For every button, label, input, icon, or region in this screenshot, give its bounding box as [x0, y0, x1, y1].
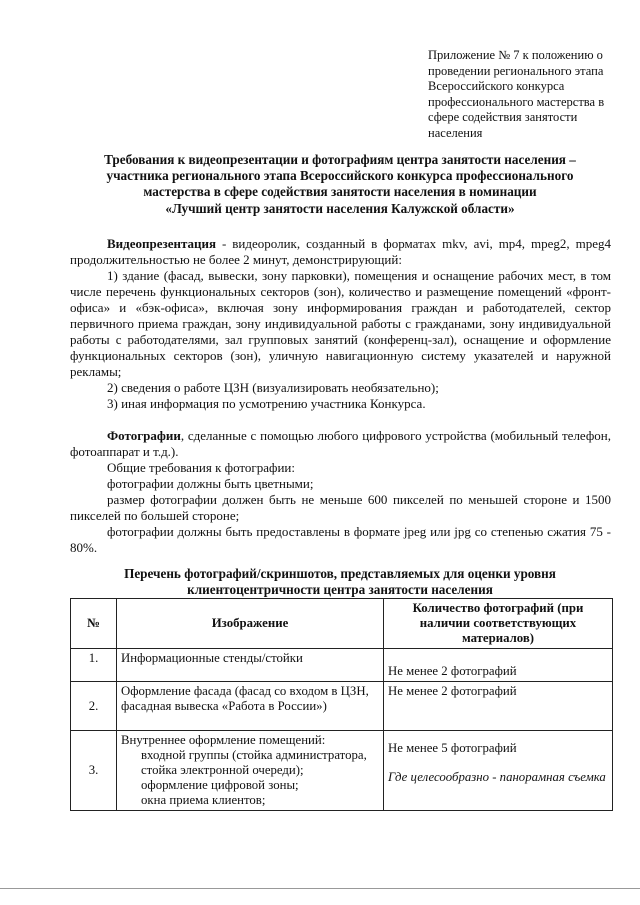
title-line: «Лучший центр занятости населения Калужской области» [165, 200, 515, 216]
page-bottom-divider [0, 888, 640, 889]
video-intro-paragraph [70, 236, 611, 268]
appendix-line: Приложение № 7 к положению о [428, 48, 603, 62]
photos-req-2: размер фотографии должен быть не меньше 600 пикселей по меньшей стороне и 1500 пикселей по большей стороне; [70, 492, 611, 523]
video-term: Видеопрезентация [107, 236, 217, 251]
header-number: № [71, 599, 117, 649]
appendix-line: проведении регионального этапа [428, 63, 604, 78]
table-title-line: Перечень фотографий/скриншотов, представляемых для оценки уровня [124, 566, 556, 581]
row-number: 2. [71, 682, 117, 731]
row-subitem: окна приема клиентов; [141, 793, 266, 807]
table-row [71, 649, 613, 682]
row-image [117, 731, 384, 811]
table-title [70, 566, 610, 598]
photos-general: Общие требования к фотографии: [107, 460, 295, 475]
title-line: мастерства в сфере содействия занятости населения в номинации [143, 184, 537, 200]
row-subitem: входной группы (стойка администратора, стойка электронной очереди); [141, 748, 367, 777]
table-header-row [71, 599, 613, 649]
video-item-3: 3) иная информация по усмотрению участника Конкурса. [107, 396, 426, 411]
table-row [71, 682, 613, 731]
video-item-1: 1) здание (фасад, вывески, зону парковки), помещения и оснащение рабочих мест, в том числе перечень функциональных секторов (зон), количество и размещение помещений «фронт-офиса» и «бэк-офиса», включая зону информирования граждан и работодателей, сектор первичного приема граждан, зону индивидуальной работы с гражданами, зону индивидуальной работы с работодателями, зал групповых занятий (конференц-зал), оснащение и оформление функциональных секторов (зон), уличную навигационную систему указателей и наружной рекламы; [70, 268, 611, 379]
appendix-note [428, 48, 612, 142]
row-count: Не менее 2 фотографий [384, 649, 613, 682]
header-image: Изображение [117, 599, 384, 649]
photos-intro: , сделанные с помощью любого цифрового устройства (мобильный телефон, фотоаппарат и т.д.). [70, 428, 611, 459]
appendix-line: населения [428, 125, 483, 140]
photo-requirements-table [70, 598, 613, 811]
row-number: 1. [71, 649, 117, 682]
video-intro: - видеоролик, созданный в форматах mkv, avi, mp4, mpeg2, mpeg4 продолжительностью не более 2 минут, демонстрирующий: [70, 236, 611, 267]
row-image: Оформление фасада (фасад со входом в ЦЗН, фасадная вывеска «Работа в России») [117, 682, 384, 731]
photos-term: Фотографии [107, 428, 181, 443]
photos-req-3: фотографии должны быть предоставлены в формате jpeg или jpg со степенью сжатия 75 - 80%. [70, 524, 611, 555]
title-line: Требования к видеопрезентации и фотографиям центра занятости населения – [104, 152, 576, 167]
row-number: 3. [71, 731, 117, 811]
appendix-line: Всероссийского конкурса [428, 79, 565, 94]
title-line: участника регионального этапа Всероссийского конкурса профессионального [106, 168, 574, 184]
video-item-2: 2) сведения о работе ЦЗН (визуализировать необязательно); [107, 380, 439, 395]
row-count-value: Не менее 5 фотографий [388, 741, 517, 755]
photos-intro-paragraph [70, 428, 611, 460]
photos-section [70, 428, 611, 556]
appendix-line: сфере содействия занятости [428, 110, 578, 125]
table-row [71, 731, 613, 811]
row-image: Информационные стенды/стойки [117, 649, 384, 682]
document-title [70, 152, 610, 217]
row-subitem: оформление цифровой зоны; [141, 778, 299, 792]
video-section [70, 236, 611, 412]
row-count-note: Где целесообразно - панорамная съемка [388, 770, 606, 784]
table-title-line: клиентоцентричности центра занятости населения [187, 582, 493, 597]
appendix-line: профессионального мастерства в [428, 94, 605, 109]
header-count: Количество фотографий (при наличии соответствующих материалов) [384, 599, 613, 649]
row-image-title: Внутреннее оформление помещений: [121, 733, 326, 747]
row-count [384, 731, 613, 811]
photos-req-1: фотографии должны быть цветными; [107, 476, 314, 491]
row-count: Не менее 2 фотографий [384, 682, 613, 731]
